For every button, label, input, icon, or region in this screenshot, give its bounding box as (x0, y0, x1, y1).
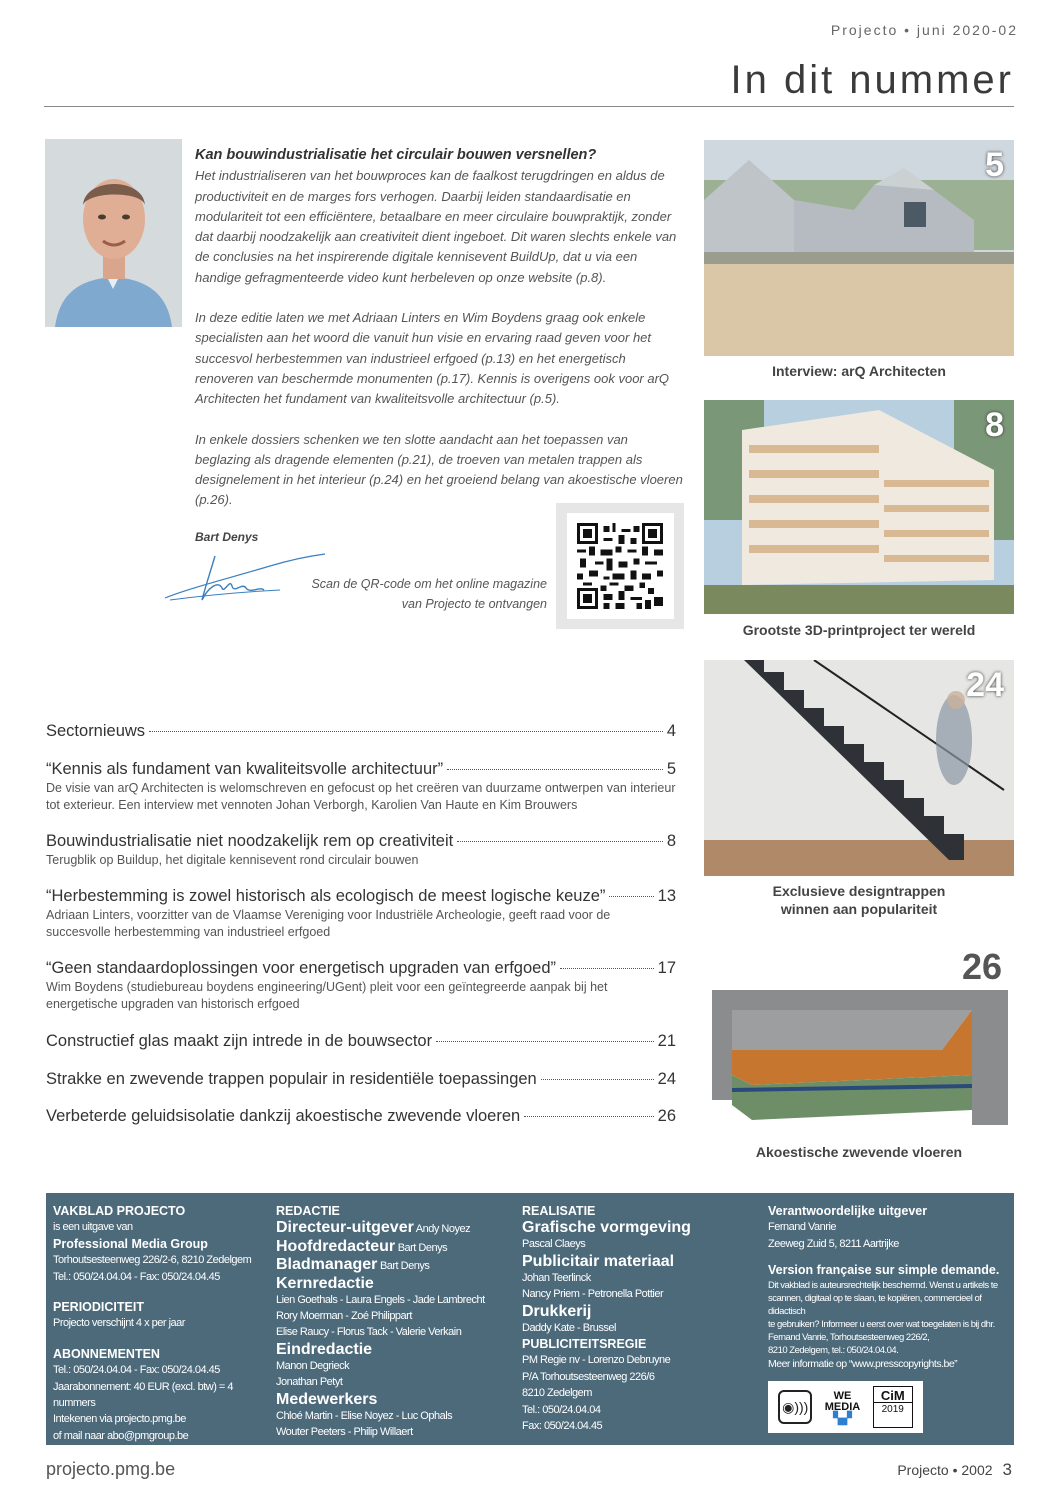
toc-title[interactable]: Bouwindustrialisatie niet noodzakelijk rem op creativiteit (46, 832, 454, 850)
feature-number: 24 (966, 666, 1004, 704)
certification-logos (768, 1381, 923, 1433)
feature-image-26[interactable] (712, 990, 1008, 1125)
colophon-line: Wouter Peeters - Philip Willaert (276, 1426, 413, 1439)
feature-number: 5 (985, 146, 1004, 184)
feature-caption: Akoestische zwevende vloeren (755, 1144, 963, 1160)
qr-note: Scan de QR-code om het online magazine van Projecto te ontvangen (311, 577, 547, 611)
toc-item[interactable] (46, 1107, 676, 1126)
toc-page: 8 (666, 832, 676, 850)
toc-item[interactable] (46, 832, 676, 869)
colophon-name: Andy Noyez (415, 1223, 471, 1236)
colophon-line: Fernand Vanrie, Torhoutsesteenweg 226/2, (768, 1331, 930, 1343)
feature-caption-line: Exclusieve designtrappen (772, 883, 946, 899)
colophon-line: scannen, digitaal op te slaan, te kopiëren, commercieel of didactisch (768, 1292, 982, 1317)
logo-text: WE (833, 1389, 852, 1402)
toc-leader (447, 769, 663, 770)
colophon-line: Tel.: 050/24.04.04 - Fax: 050/24.04.45 (53, 1364, 220, 1377)
colophon-heading: Version française sur simple demande. (768, 1263, 1000, 1278)
toc-item[interactable] (46, 760, 676, 814)
colophon-line: Zeeweg Zuid 5, 8211 Aartrijke (768, 1237, 899, 1250)
colophon-heading: VAKBLAD PROJECTO (53, 1204, 186, 1218)
colophon-name: Bart Denys (397, 1241, 448, 1254)
colophon-line: Tel.: 050/24.04.04 (522, 1403, 601, 1416)
colophon (46, 1193, 1014, 1445)
colophon-line: P/A Torhoutsesteenweg 226/6 (522, 1370, 655, 1383)
toc-description: Wim Boydens (studiebureau boydens engineering/UGent) pleit voor een geïntegreerde aanpak bij het energetische upgraden van historisch erfgoed (46, 980, 608, 1011)
colophon-line: 8210 Zedelgem, tel.: 050/24.04.04. (768, 1344, 899, 1356)
colophon-role: Kernredactie (276, 1274, 374, 1292)
toc-page: 24 (657, 1070, 676, 1088)
colophon-column-publisher (53, 1203, 273, 1444)
feature-image-24[interactable] (704, 660, 1014, 876)
we-media-logo: WE MEDIA ▚▞ (824, 1389, 861, 1425)
colophon-line[interactable]: Meer informatie op “www.presscopyrights.be” (768, 1357, 958, 1370)
colophon-line: Projecto verschijnt 4 x per jaar (53, 1317, 185, 1330)
toc-title[interactable]: “Kennis als fundament van kwaliteitsvolle architectuur” (46, 760, 444, 778)
colophon-line: Elise Raucy - Florus Tack - Valerie Verkain (276, 1326, 462, 1339)
colophon-line: PM Regie nv - Lorenzo Debruyne (522, 1354, 671, 1367)
feature-caption: Grootste 3D-printproject ter wereld (742, 622, 976, 638)
feature-number: 8 (985, 406, 1004, 444)
feature-caption-line: winnen aan populariteit (780, 901, 938, 917)
footer-issue (897, 1460, 1012, 1480)
logo-text: 2019 (874, 1402, 912, 1416)
toc-description: Terugblik op Buildup, het digitale kennisevent rond circulair bouwen (46, 853, 419, 867)
editorial-paragraph-1: Het industrialiseren van het bouwproces kan de faalkost terugdringen en aldus de productiviteit en de marges fors verhogen. Daarbij leiden standaardisatie en modulariteit tot een efficiëntere, betaalbare en meer circulaire bouwpraktijk, zonder dat daarbij noodzakelijk aan creativiteit dient ingeboet. Dit waren slechts enkele van de conclusies na het inspirerende digitale kennisevent BuildUp, dat u via een handige gefragmenteerde video kunt herbeleven op onze website (p.8). (195, 168, 677, 285)
colophon-column-production (522, 1203, 752, 1434)
toc-title[interactable]: Sectornieuws (46, 722, 146, 740)
colophon-heading: PERIODICITEIT (53, 1300, 144, 1315)
toc-page: 13 (657, 887, 676, 905)
colophon-line: Rory Moerman - Zoé Philippart (276, 1310, 412, 1323)
colophon-line: Torhoutsesteenweg 226/2-6, 8210 Zedelgem (53, 1254, 252, 1267)
colophon-line: Pascal Claeys (522, 1238, 586, 1251)
editorial-paragraph-3: In enkele dossiers schenken we ten slotte aandacht aan het toepassen van beglazing als dragende elementen (p.21), de troeven van metalen trappen als designelement in het interieur (p.24) en het groeiend belang van akoestische vloeren (p.26). (195, 431, 683, 508)
colophon-line: Dit vakblad is auteursrechtelijk beschermd. Wenst u artikels te (768, 1279, 998, 1291)
logo-text: MEDIA (824, 1400, 861, 1413)
feature-number: 26 (962, 946, 1003, 987)
page-number: 3 (1002, 1460, 1012, 1479)
toc-item[interactable] (46, 1070, 676, 1089)
editor-portrait (45, 139, 182, 327)
toc-title[interactable]: “Geen standaardoplossingen voor energetisch upgraden van erfgoed” (46, 959, 557, 977)
colophon-line: is een uitgave van (53, 1221, 133, 1234)
colophon-heading: REDACTIE (276, 1204, 340, 1218)
colophon-line: Fernand Vanrie (768, 1221, 837, 1234)
colophon-heading: PUBLICITEITSREGIE (522, 1337, 647, 1352)
colophon-name: Bart Denys (379, 1260, 430, 1273)
colophon-line[interactable]: of mail naar abo@pmgroup.be (53, 1429, 189, 1442)
editorial-author: Bart Denys (195, 530, 259, 544)
colophon-line: te gebruiken? Informeer u eerst over wat toegelaten is bij dhr. (768, 1318, 995, 1330)
colophon-line: Professional Media Group (53, 1236, 208, 1251)
toc-page: 5 (666, 760, 676, 778)
issue-line: Projecto • juni 2020-02 (830, 22, 1018, 38)
colophon-line: Tel.: 050/24.04.04 - Fax: 050/24.04.45 (53, 1270, 220, 1283)
colophon-role: Drukkerij (522, 1302, 592, 1320)
toc-title[interactable]: Strakke en zwevende trappen populair in residentiële toepassingen (46, 1070, 537, 1088)
page-title: In dit nummer (730, 58, 1014, 102)
header-divider (44, 106, 1014, 107)
colophon-role: Grafische vormgeving (522, 1219, 691, 1237)
toc-page: 26 (657, 1107, 676, 1125)
colophon-column-responsible (768, 1203, 1008, 1371)
toc-page: 21 (657, 1032, 676, 1050)
colophon-role: Directeur-uitgever (276, 1219, 414, 1237)
colophon-line[interactable]: Intekenen via projecto.pmg.be (53, 1413, 186, 1426)
cim-logo (873, 1386, 913, 1428)
toc-leader (436, 1041, 654, 1042)
colophon-role: Publicitair materiaal (522, 1252, 675, 1270)
colophon-line: Manon Degrieck (276, 1359, 350, 1372)
toc-item[interactable] (46, 722, 676, 741)
colophon-line: Fax: 050/24.04.45 (522, 1420, 603, 1433)
toc-page: 4 (666, 722, 676, 740)
editorial (195, 145, 685, 531)
feature-caption: Interview: arQ Architecten (772, 363, 946, 379)
colophon-role: Medewerkers (276, 1390, 378, 1408)
colophon-line: Nancy Priem - Petronella Pottier (522, 1288, 664, 1301)
colophon-heading: ABONNEMENTEN (53, 1346, 160, 1361)
logo-text: CiM (880, 1388, 905, 1403)
colophon-line: Johan Teerlinck (522, 1271, 591, 1284)
toc-leader (524, 1116, 653, 1117)
qr-code-frame[interactable] (556, 503, 684, 629)
toc-item[interactable] (46, 959, 676, 1013)
editorial-paragraph-2: In deze editie laten we met Adriaan Linters en Wim Boydens graag ook enkele specialisten aan het woord die vanuit hun visie en ervaring raad geven voor het succesvol herbestemmen van industrieel erfgoed (p.13) en het energetisch renoveren van beschermde monumenten (p.17). Kennis is overigens ook voor arQ Architecten het fundament van kwaliteitsvolle architectuur (p.5). (195, 310, 670, 407)
feature-caption (704, 882, 1014, 918)
colophon-column-editorial (276, 1203, 511, 1440)
colophon-line: Jaarabonnement: 40 EUR (excl. btw) = 4 nummers (53, 1380, 234, 1410)
feature-image-8[interactable] (704, 400, 1014, 614)
colophon-line: Jonathan Petyt (276, 1376, 343, 1389)
toc-title[interactable]: Verbeterde geluidsisolatie dankzij akoestische zwevende vloeren (46, 1107, 521, 1125)
colophon-role: Eindredactie (276, 1340, 373, 1358)
toc-description: De visie van arQ Architecten is welomschreven en gefocust op het creëren van duurzame ontwerpen van interieur tot exterieur. Een interview met vennoten Johan Verborgh, Karolien Van Haute en Kim Brouwers (46, 781, 676, 812)
toc-leader (609, 896, 653, 897)
toc-description: Adriaan Linters, voorzitter van de Vlaamse Vereniging voor Industriële Archeologie, geeft raad voor de succesvolle herbestemming van industrieel erfgoed (46, 908, 611, 939)
feature-image-5[interactable] (704, 140, 1014, 356)
colophon-role: Hoofdredacteur (276, 1237, 396, 1255)
colophon-line: Daddy Kate - Brussel (522, 1321, 616, 1334)
toc-leader (457, 841, 663, 842)
colophon-line: 8210 Zedelgem (522, 1387, 592, 1400)
editorial-lead: Kan bouwindustrialisatie het circulair bouwen versnellen? (195, 147, 597, 163)
toc-page: 17 (657, 959, 676, 977)
footer-website-link[interactable]: projecto.pmg.be (46, 1459, 176, 1479)
toc-title[interactable]: Constructief glas maakt zijn intrede in de bouwsector (46, 1032, 433, 1050)
toc-title[interactable]: “Herbestemming is zowel historisch als ecologisch de meest logische keuze” (46, 887, 606, 905)
toc-item[interactable] (46, 887, 676, 941)
qr-code[interactable] (567, 513, 674, 619)
colophon-line: Chloé Martin - Elise Noyez - Luc Ophals (276, 1409, 453, 1422)
colophon-heading: Verantwoordelijke uitgever (768, 1204, 928, 1218)
toc-leader (541, 1079, 654, 1080)
toc-leader (560, 968, 654, 969)
toc-item[interactable] (46, 1032, 676, 1051)
colophon-role: Bladmanager (276, 1256, 378, 1274)
toc-leader (149, 731, 663, 732)
audio-logo: ◉))) (778, 1390, 812, 1424)
colophon-line: Lien Goethals - Laura Engels - Jade Lambrecht (276, 1293, 485, 1306)
footer-issue-label: Projecto • 2002 (897, 1462, 993, 1478)
colophon-heading: REALISATIE (522, 1204, 596, 1218)
